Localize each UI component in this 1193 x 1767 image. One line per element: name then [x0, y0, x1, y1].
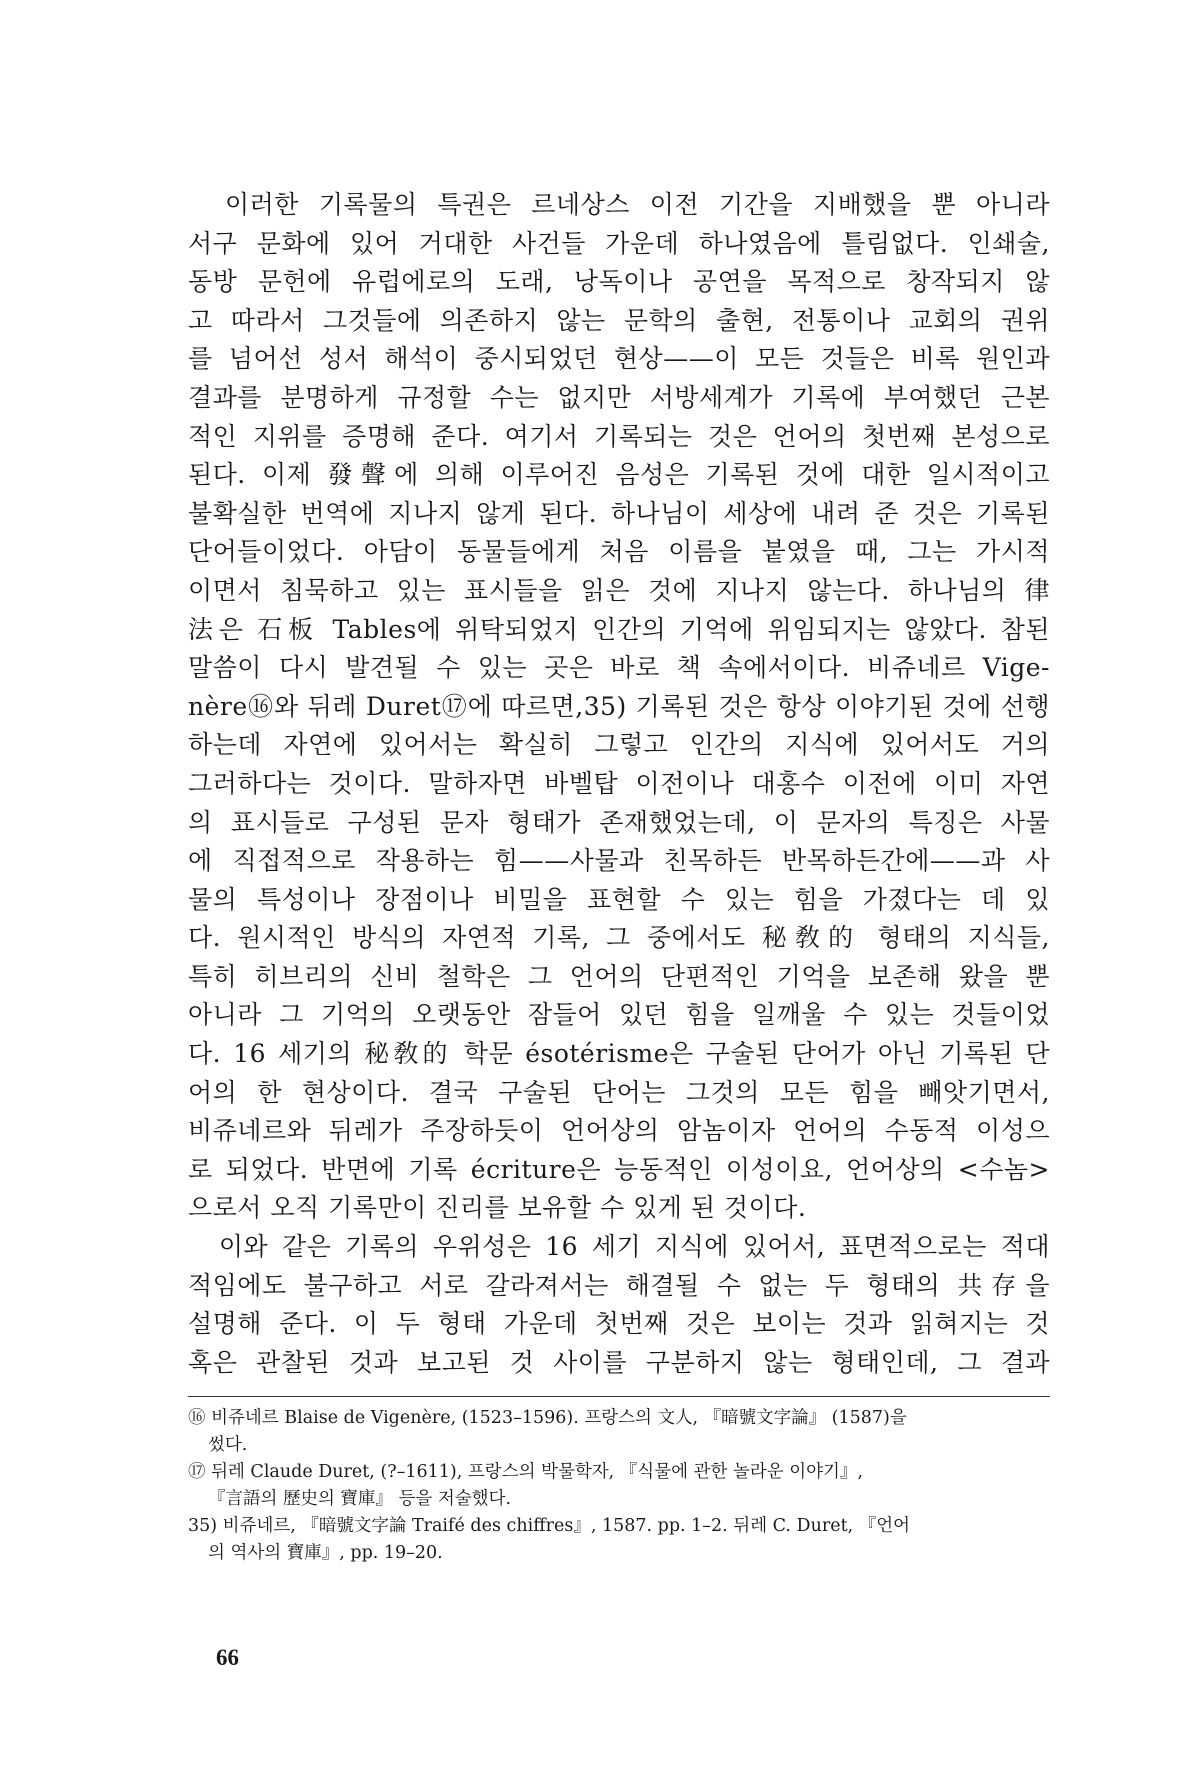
footnote-line: ⑯ 비쥬네르 Blaise de Vigenère, (1523–1596). 프랑스의 文人, 『暗號文字論』 (1587)을 [188, 1408, 907, 1429]
body-line: 다. 16 세기의 秘敎的 학문 ésotérisme은 구술된 단어가 아닌 기록된 단 [188, 1039, 1050, 1069]
body-line: 를 넘어선 성서 해석이 중시되었던 현상——이 모든 것들은 비록 원인과 [188, 344, 1050, 374]
body-line: 결과를 분명하게 규정할 수는 없지만 서방세계가 기록에 부여했던 근본 [188, 382, 1050, 412]
footnote-line: 『言語의 歷史의 寶庫』 등을 저술했다. [208, 1489, 512, 1510]
footnote-line: 의 역사의 寶庫』, pp. 19–20. [208, 1543, 443, 1564]
body-line: 고 따라서 그것들에 의존하지 않는 문학의 출현, 전통이나 교회의 권위 [188, 305, 1050, 335]
body-line: 아니라 그 기억의 오랫동안 잠들어 있던 힘을 일깨울 수 있는 것들이었 [188, 1000, 1050, 1030]
footnote-line: 썼다. [208, 1435, 248, 1456]
body-line: 法은 石板 Tables에 위탁되었지 인간의 기억에 위임되지는 않았다. 참된 [188, 614, 1050, 644]
body-line: 다. 원시적인 방식의 자연적 기록, 그 중에서도 秘敎的 형태의 지식들, [188, 923, 1050, 953]
body-line: 동방 문헌에 유럽에로의 도래, 낭독이나 공연을 목적으로 창작되지 않 [188, 267, 1050, 297]
body-line: 설명해 준다. 이 두 형태 가운데 첫번째 것은 보이는 것과 읽혀지는 것 [188, 1309, 1050, 1339]
body-line: 불확실한 번역에 지나지 않게 된다. 하나님이 세상에 내려 준 것은 기록된 [188, 498, 1050, 528]
body-line: 이러한 기록물의 특권은 르네상스 이전 기간을 지배했을 뿐 아니라 [188, 190, 1050, 219]
page-content [188, 186, 1050, 1567]
body-line: 에 직접적으로 작용하는 힘——사물과 친목하든 반목하든간에——과 사 [188, 846, 1050, 876]
footnotes [188, 1405, 1050, 1567]
body-line: 혹은 관찰된 것과 보고된 것 사이를 구분하지 않는 형태인데, 그 결과 [188, 1347, 1050, 1377]
body-line: 단어들이었다. 아담이 동물들에게 처음 이름을 붙였을 때, 그는 가시적 [188, 537, 1050, 567]
body-line: 이와 같은 기록의 우위성은 16 세기 지식에 있어서, 표면적으로는 적대 [188, 1232, 1050, 1262]
body-line: 그러하다는 것이다. 말하자면 바벨탑 이전이나 대홍수 이전에 이미 자연 [188, 768, 1050, 798]
page-number: 66 [216, 1645, 239, 1670]
body-line: 으로서 오직 기록만이 진리를 보유할 수 있게 된 것이다. [188, 1193, 807, 1223]
body-line: 특히 히브리의 신비 철학은 그 언어의 단편적인 기억을 보존해 왔을 뿐 [188, 961, 1050, 991]
body-line: 이면서 침묵하고 있는 표시들을 읽은 것에 지나지 않는다. 하나님의 律 [188, 575, 1050, 605]
body-line: 비쥬네르와 뒤레가 주장하듯이 언어상의 암놈이자 언어의 수동적 이성으 [188, 1116, 1050, 1146]
footnote-line: 35) 비쥬네르, 『暗號文字論 Traifé des chiffres』, 1587. pp. 1–2. 뒤레 C. Duret, 『언어 [188, 1516, 911, 1537]
body-line: 하는데 자연에 있어서는 확실히 그렇고 인간의 지식에 있어서도 거의 [188, 730, 1050, 760]
footnote-line: ⑰ 뒤레 Claude Duret, (?–1611), 프랑스의 박물학자, 『식물에 관한 놀라운 이야기』, [188, 1462, 864, 1483]
body-line: 물의 특성이나 장점이나 비밀을 표현할 수 있는 힘을 가졌다는 데 있 [188, 884, 1050, 914]
body-line: 서구 문화에 있어 거대한 사건들 가운데 하나였음에 틀림없다. 인쇄술, [188, 228, 1050, 258]
body-line: 적임에도 불구하고 서로 갈라져서는 해결될 수 없는 두 형태의 共存을 [188, 1270, 1050, 1300]
footnote-divider [188, 1396, 1050, 1397]
body-line: 적인 지위를 증명해 준다. 여기서 기록되는 것은 언어의 첫번째 본성으로 [188, 421, 1050, 451]
body-text [188, 186, 1050, 1382]
body-line: 말씀이 다시 발견될 수 있는 곳은 바로 책 속에서이다. 비쥬네르 Vige- [188, 653, 1050, 683]
body-line: 의 표시들로 구성된 문자 형태가 존재했었는데, 이 문자의 특징은 사물 [188, 807, 1050, 837]
body-line: 어의 한 현상이다. 결국 구술된 단어는 그것의 모든 힘을 빼앗기면서, [188, 1077, 1050, 1107]
body-line: nère⑯와 뒤레 Duret⑰에 따르면,35) 기록된 것은 항상 이야기된 것에 선행 [188, 691, 1050, 721]
body-line: 된다. 이제 發聲에 의해 이루어진 음성은 기록된 것에 대한 일시적이고 [188, 460, 1050, 490]
body-line: 로 되었다. 반면에 기록 écriture은 능동적인 이성이요, 언어상의 <수놈> [188, 1154, 1050, 1184]
